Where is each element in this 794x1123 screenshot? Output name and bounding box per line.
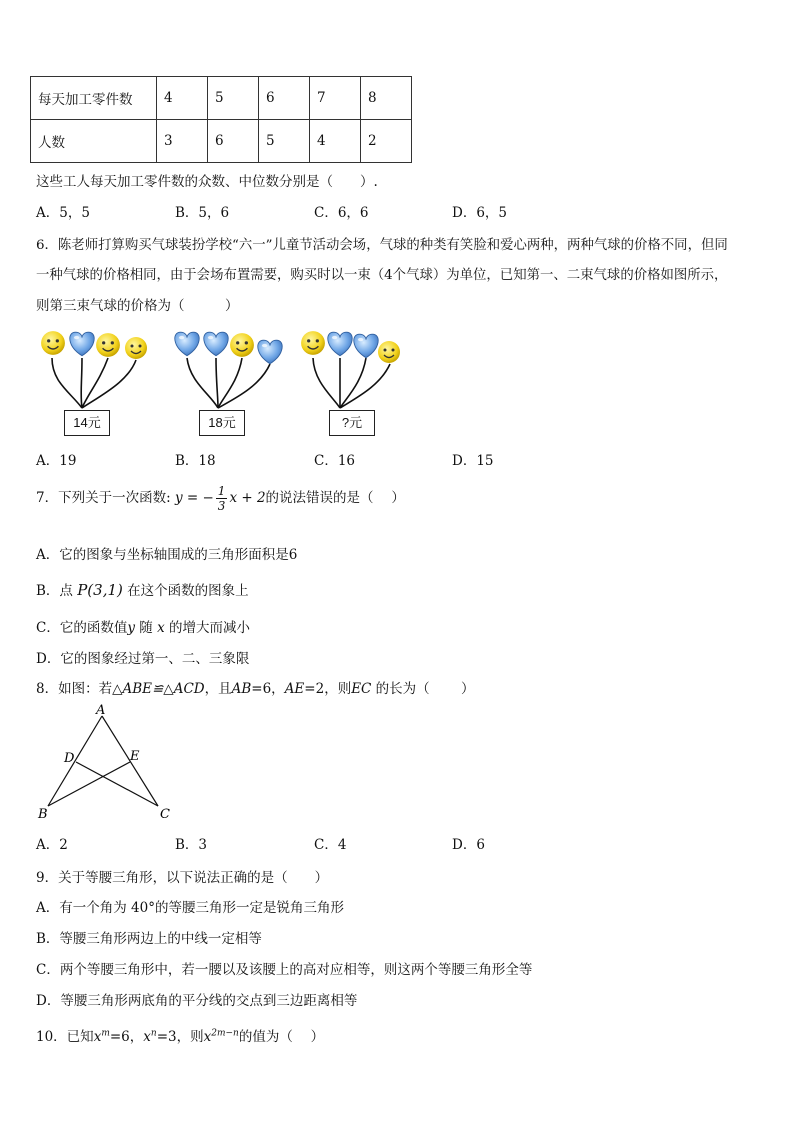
q8-stem-text: =6， — [251, 681, 285, 697]
math-exponent: 2m−n — [211, 1028, 239, 1039]
q9-option-a: A．有一个角为 40°的等腰三角形一定是锐角三角形 — [36, 900, 344, 916]
balloon-bunch-1 — [41, 331, 147, 408]
math-var: x — [93, 1029, 102, 1045]
math-exponent: m — [101, 1028, 110, 1039]
q8-stem-tail: 的长为（ ） — [371, 681, 475, 697]
math-var: y — [174, 490, 183, 506]
q6-option-b: B．18 — [175, 453, 216, 469]
table-row — [31, 120, 412, 163]
price-box-2: 18元 — [199, 410, 245, 436]
q8-stem-text: =2，则 — [304, 681, 352, 697]
math-var: EC — [351, 681, 372, 697]
q10-stem-text: =3，则 — [156, 1029, 204, 1045]
q8-stem — [36, 677, 474, 697]
option-text: 随 — [134, 620, 158, 636]
balloon-bunch-3 — [301, 331, 400, 408]
fraction — [216, 484, 228, 513]
q10-stem-text: 10．已知 — [36, 1029, 94, 1045]
table-cell: 人数 — [31, 120, 157, 163]
table-cell: 6 — [208, 120, 259, 163]
q9-option-b: B．等腰三角形两边上的中线一定相等 — [36, 931, 262, 947]
price-box-3: ?元 — [329, 410, 375, 436]
data-table — [30, 76, 412, 163]
q5-option-c: C．6，6 — [314, 205, 369, 221]
math-var: x — [203, 1029, 212, 1045]
q7-stem — [36, 484, 405, 513]
table-cell: 8 — [361, 77, 412, 120]
q6-stem-line1: 6．陈老师打算购买气球装扮学校“六一”儿童节活动会场，气球的种类有笑脸和爱心两种，两种气球的价格不同，但同 — [36, 238, 728, 253]
math-var: x — [157, 620, 165, 636]
option-prefix: C．它的函数值 — [36, 620, 128, 636]
table-cell: 3 — [157, 120, 208, 163]
fraction-denominator: 3 — [217, 499, 226, 513]
q7-option-b — [36, 579, 249, 599]
math-expr: x + 2 — [229, 490, 266, 506]
table-row — [31, 77, 412, 120]
math-congruence: △ABE≌△ACD — [112, 681, 205, 697]
q7-stem-tail: 的说法错误的是（ ） — [265, 490, 405, 506]
q7-stem-text: 7．下列关于一次函数: — [36, 490, 175, 506]
q9-option-d: D．等腰三角形两底角的平分线的交点到三边距离相等 — [36, 993, 358, 1009]
q8-option-d: D．6 — [452, 837, 485, 853]
q7-option-a: A．它的图象与坐标轴围成的三角形面积是6 — [36, 547, 298, 563]
option-text: 在这个函数的图象上 — [122, 583, 249, 599]
q9-stem: 9．关于等腰三角形，以下说法正确的是（ ） — [36, 870, 329, 886]
table-cell: 每天加工零件数 — [31, 77, 157, 120]
table-cell: 7 — [310, 77, 361, 120]
table-cell: 4 — [157, 77, 208, 120]
math-var: AB — [231, 681, 252, 697]
q10-stem — [36, 1025, 324, 1045]
table-cell: 6 — [259, 77, 310, 120]
q5-option-b: B．5，6 — [175, 205, 230, 221]
q5-option-d: D．6，5 — [452, 205, 508, 221]
math-var: x — [143, 1029, 151, 1045]
vertex-label-d: D — [64, 751, 75, 766]
q8-option-b: B．3 — [175, 837, 208, 853]
table-cell: 5 — [208, 77, 259, 120]
math-var: AE — [284, 681, 305, 697]
q8-stem-text: ，且 — [204, 681, 232, 697]
q6-stem-line3: 则第三束气球的价格为（ ） — [36, 298, 239, 314]
fraction-numerator: 1 — [217, 484, 226, 498]
q9-option-c: C．两个等腰三角形中，若一腰以及该腰上的高对应相等，则这两个等腰三角形全等 — [36, 962, 533, 978]
q8-option-a: A．2 — [36, 837, 68, 853]
option-prefix: B．点 — [36, 583, 78, 599]
q6-option-a: A．19 — [36, 453, 77, 469]
math-var: y — [127, 620, 135, 636]
table-cell: 2 — [361, 120, 412, 163]
q8-stem-text: 8．如图：若 — [36, 681, 113, 697]
math-point: P(3,1) — [77, 581, 123, 599]
math-op: = − — [182, 490, 214, 506]
q10-stem-tail: 的值为（ ） — [238, 1029, 325, 1045]
vertex-label-b: B — [38, 807, 48, 822]
q6-option-c: C．16 — [314, 453, 356, 469]
q10-stem-text: =6， — [109, 1029, 144, 1045]
table-cell: 5 — [259, 120, 310, 163]
q6-option-d: D．15 — [452, 453, 494, 469]
triangle-figure — [34, 702, 184, 824]
q5-stem: 这些工人每天加工零件数的众数、中位数分别是（ ）. — [36, 174, 378, 190]
q7-option-c — [36, 616, 250, 636]
vertex-label-a: A — [96, 703, 106, 718]
vertex-label-c: C — [160, 807, 170, 822]
math-exponent: n — [150, 1028, 157, 1039]
vertex-label-e: E — [130, 749, 140, 764]
option-text: 的增大而减小 — [164, 620, 250, 636]
q6-stem-line2: 一种气球的价格相同，由于会场布置需要，购买时以一束（4个气球）为单位，已知第一、二束气球的价格如图所示， — [36, 268, 728, 283]
table-cell: 4 — [310, 120, 361, 163]
price-box-1: 14元 — [64, 410, 110, 436]
q7-option-d: D．它的图象经过第一、二、三象限 — [36, 651, 250, 667]
q5-option-a: A．5，5 — [36, 205, 90, 221]
balloon-bunch-2 — [175, 332, 282, 408]
q8-option-c: C．4 — [314, 837, 347, 853]
